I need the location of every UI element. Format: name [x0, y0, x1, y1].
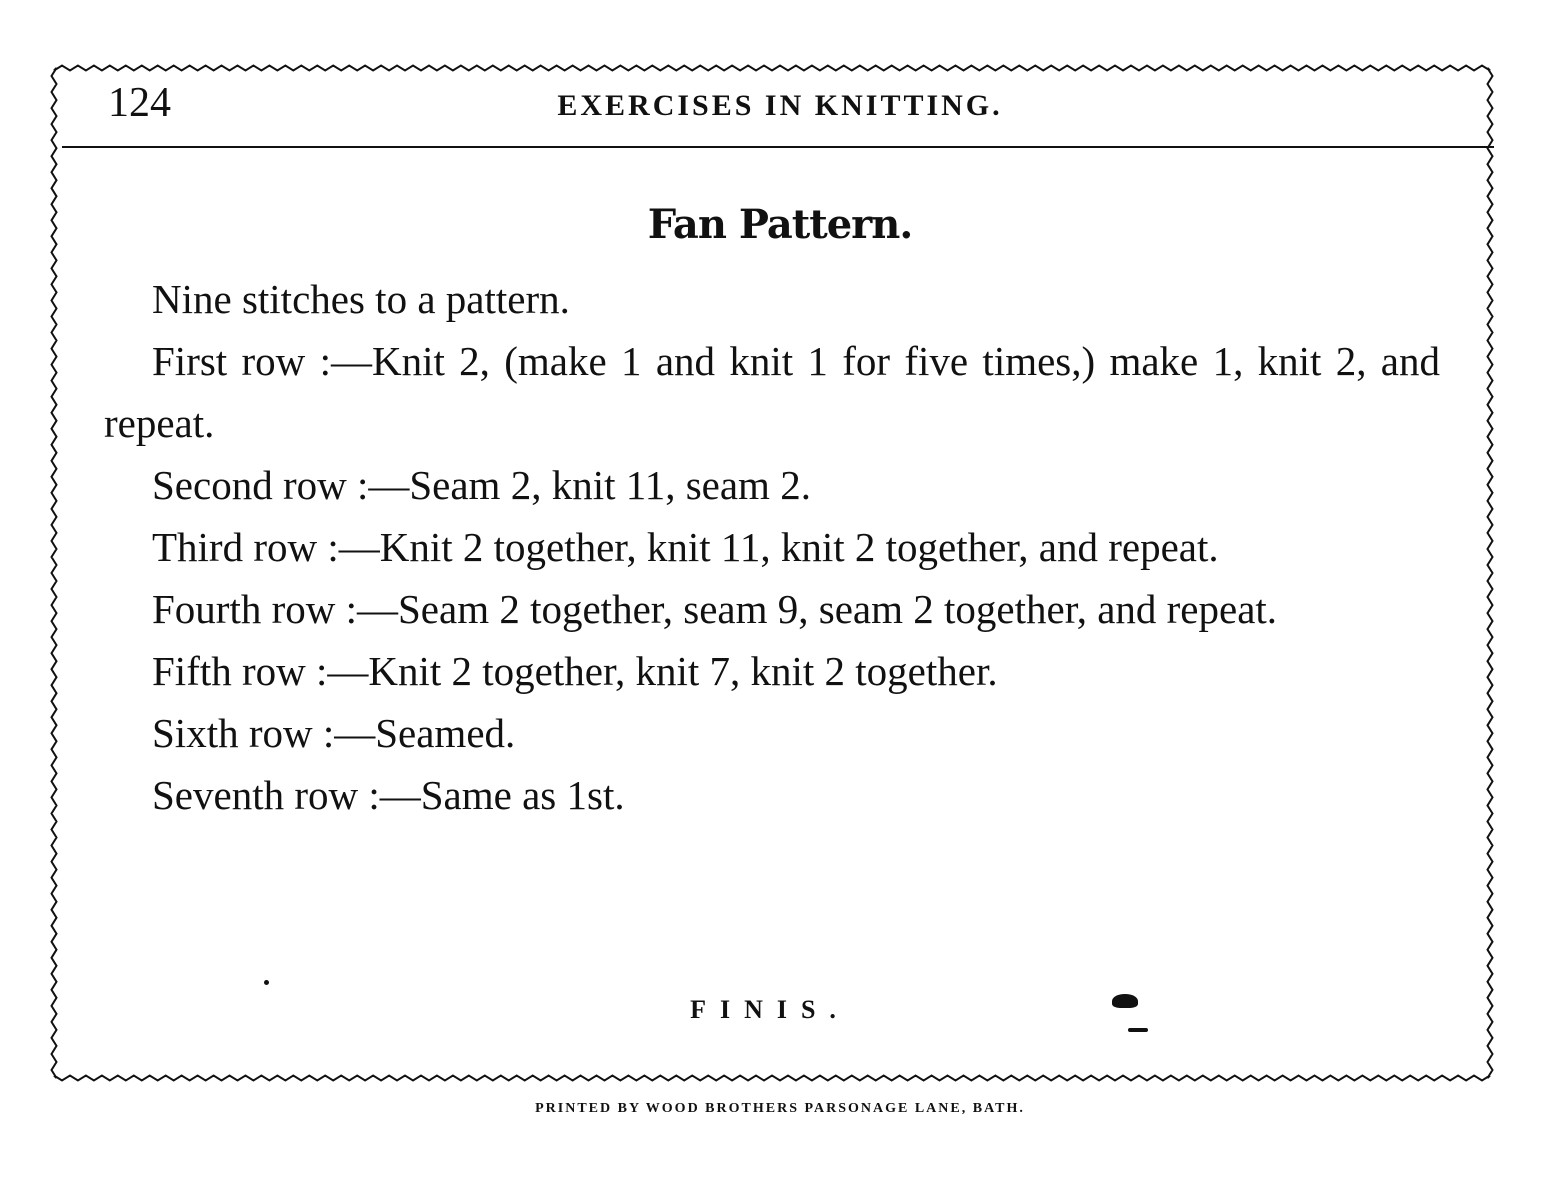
- section-title: Fan Pattern.: [647, 201, 913, 248]
- ink-mark: [1128, 1028, 1148, 1032]
- ink-speck: [264, 980, 269, 985]
- page-number: 124: [108, 80, 171, 126]
- paragraph-second-row: Second row :—Seam 2, knit 11, seam 2.: [152, 462, 811, 508]
- paragraph-fifth-row: Fifth row :—Knit 2 together, knit 7, knit 2 together.: [152, 648, 998, 694]
- printer-imprint: PRINTED BY WOOD BROTHERS PARSONAGE LANE, BATH.: [535, 1101, 1025, 1116]
- pattern-instructions: [104, 268, 1440, 826]
- paragraph-fourth-row: Fourth row :—Seam 2 together, seam 9, seam 2 together, and repeat.: [152, 586, 1278, 632]
- finis-mark: FINIS.: [690, 995, 850, 1024]
- paragraph-intro: Nine stitches to a pattern.: [152, 276, 570, 322]
- paragraph-first-row: First row :—Knit 2, (make 1 and knit 1 for five times,) make 1, knit 2, and repeat.: [104, 338, 1440, 446]
- paragraph-seventh-row: Seventh row :—Same as 1st.: [152, 772, 625, 818]
- header-divider: [62, 146, 1494, 148]
- paragraph-third-row: Third row :—Knit 2 together, knit 11, knit 2 together, and repeat.: [152, 524, 1219, 570]
- paragraph-sixth-row: Sixth row :—Seamed.: [152, 710, 516, 756]
- running-head-title: EXERCISES IN KNITTING.: [557, 89, 1003, 122]
- ink-blot: [1112, 994, 1138, 1008]
